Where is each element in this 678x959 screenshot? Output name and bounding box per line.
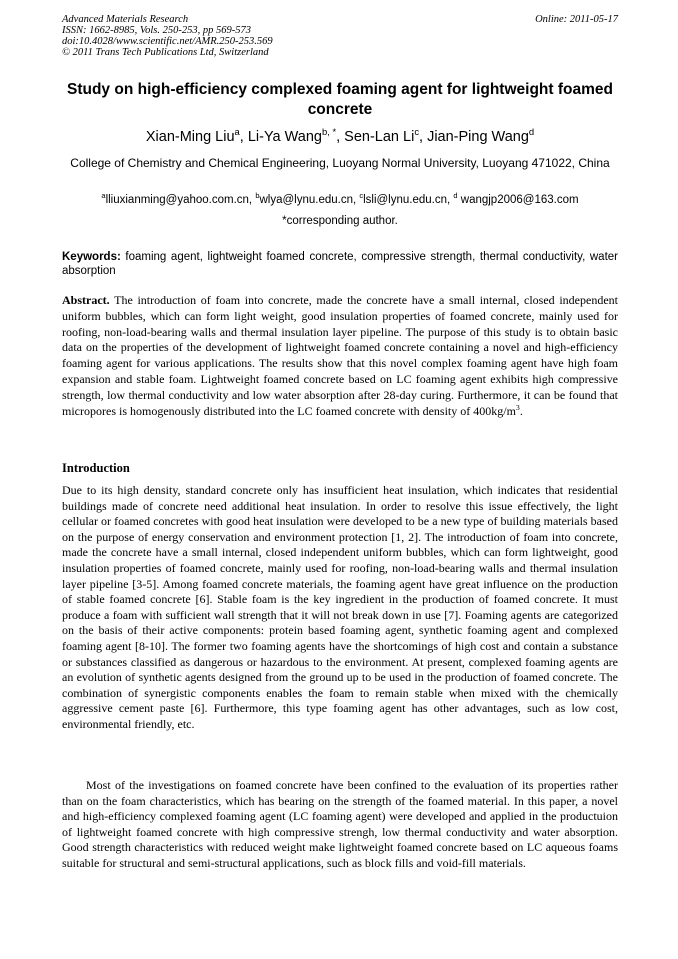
copyright-info: © 2011 Trans Tech Publications Ltd, Switzerland [62,47,269,58]
author-name: Jian-Ping Wang [427,129,529,145]
email-link[interactable]: lsli@lynu.edu.cn [363,194,448,206]
intro-paragraph-1: Due to its high density, standard concrete only has insufficient heat insulation, which indicates that residential buildings made of concrete need additional heat insulation. In order to resolve this issue effectively, the light cellular or foamed concretes with good heat insulation were developed to be a new type of building materials based on the purpose of energy conservation and environment protection [1, 2]. The introduction of foam into concrete, made the concrete have a small internal, closed independent uniform bubbles, which can form lightweight, good insulation properties of foamed concrete, mainly used for roofing, non-load-bearing walls and thermal insulation layer pipeline [3-5]. Among foamed concrete materials, the foaming agent have great influence on the production of stable foamed concrete [6]. Stable foam is the key ingredient in the production of foamed concrete. It must produce a foam with sufficient wall strength that it will not break down in use [7]. Foaming agents are categorized on the basis of their active components: protein based foaming agent, synthetic foaming agent and complexed foaming agent [8-10]. The former two foaming agents have the shortcomings of high cost and contain a substance or substances classified as dangerous or hazardous to the environment. At present, complexed foaming agents are an evolution of synthetic agents designed from the ground up to be used in the production of foamed concrete. The combination of synergistic components enables the foam to remain stable when mixed with the chemically aggressive cement paste [6]. Furthermore, this type foaming agent has other advantages, such as low cost, environmental friendly, etc. [62,483,618,731]
running-header [62,14,618,58]
author-sup: a [234,126,240,138]
email-link[interactable]: wangjp2006@163.com [457,194,579,206]
author-list: Xian-Ming Liu$^a$, Li-Ya Wang$^{b, *}$, Sen-Lan Li$^c$, Jian-Ping Wang$^d$ [145,126,535,145]
author-name: Xian-Ming Liu [145,129,235,145]
keywords-text: foaming agent, lightweight foamed concrete, compressive strength, thermal conductivity, water absorption [62,251,618,277]
author-sup: d [528,126,535,138]
author-emails: $^a$lliuxianming@yahoo.com.cn, $^b$wlya@lynu.edu.cn, $^c$lsli@lynu.edu.cn, $^d$ wangjp2006@163.com [101,191,579,206]
abstract: Abstract. The introduction of foam into concrete, made the concrete have a small internal, closed independent uniform bubbles, which can form light weight, good insulation properties of foamed concrete, mainly used for roofing, non-load-bearing walls and thermal insulation layer pipeline. The purpose of this study is to obtain basic data on the properties of the development of lightweight foamed concrete containing a novel and high-efficiency foaming agent for various applications. The results show that this novel complex foaming agent have high foam expansion and stable foam. Lightweight foamed concrete based on LC foaming agent exhibits high compressive strength, low thermal conductivity and low water absorption after 28-day curing. Furthermore, it can be found that micropores is homogenously distributed into the LC foamed concrete with density of $400kg/m^3$. [62,293,618,418]
author-sup: c [414,126,420,138]
author-name: Sen-Lan Li [344,129,415,145]
keywords [62,250,618,278]
unit-superscript: 3 [515,402,520,412]
abstract-label: Abstract. [62,293,110,307]
affiliation: College of Chemistry and Chemical Engineering, Luoyang Normal University, Luoyang 471022, China [70,156,610,170]
intro-paragraph-2: Most of the investigations on foamed concrete have been confined to the evaluation of its properties rather than on the foam characteristics, which has bearing on the strength of the foamed material. In this paper, a novel and high-efficiency complexed foaming agent (LC foaming agent) were developed and applied in the productuion of lightweight foamed concrete with high compressive strengh, low thermal conductivity and water absorption. Good strength characteristics with reduced weight make lightweight foamed concrete based on LC aqueous foams suitable for structural and semi-structural applications, such as block fills and void-fill materials. [62,778,618,870]
author-sup: b, * [321,126,337,138]
paper-title: Study on high-efficiency complexed foaming agent for lightweight foamed concrete [67,81,613,118]
abstract-text: The introduction of foam into concrete, made the concrete have a small internal, closed independent uniform bubbles, which can form light weight, good insulation properties of foamed concrete, mainly used for roofing, non-load-bearing walls and thermal insulation layer pipeline. The purpose of this study is to obtain basic data on the properties of the development of lightweight foamed concrete containing a novel and high-efficiency foaming agent for various applications. The results show that this novel complex foaming agent have high foam expansion and stable foam. Lightweight foamed concrete based on LC foaming agent exhibits high compressive strength, low thermal conductivity and low water absorption after 28-day curing. Furthermore, it can be found that micropores is homogenously distributed into the LC foamed concrete with density of 400kg/m [62,293,618,418]
author-name: Li-Ya Wang [247,129,322,145]
email-link[interactable]: lliuxianming@yahoo.com.cn [105,194,249,206]
online-date: Online: 2011-05-17 [535,14,618,25]
keywords-label: Keywords: [62,251,121,263]
journal-name: Advanced Materials Research [62,14,189,25]
corresponding-note: *corresponding author. [282,215,398,227]
section-heading-introduction: Introduction [62,461,130,475]
doi-info: doi:10.4028/www.scientific.net/AMR.250-253.569 [62,36,273,47]
issn-info: ISSN: 1662-8985, Vols. 250-253, pp 569-573 [62,25,251,36]
email-link[interactable]: wlya@lynu.edu.cn [259,194,353,206]
